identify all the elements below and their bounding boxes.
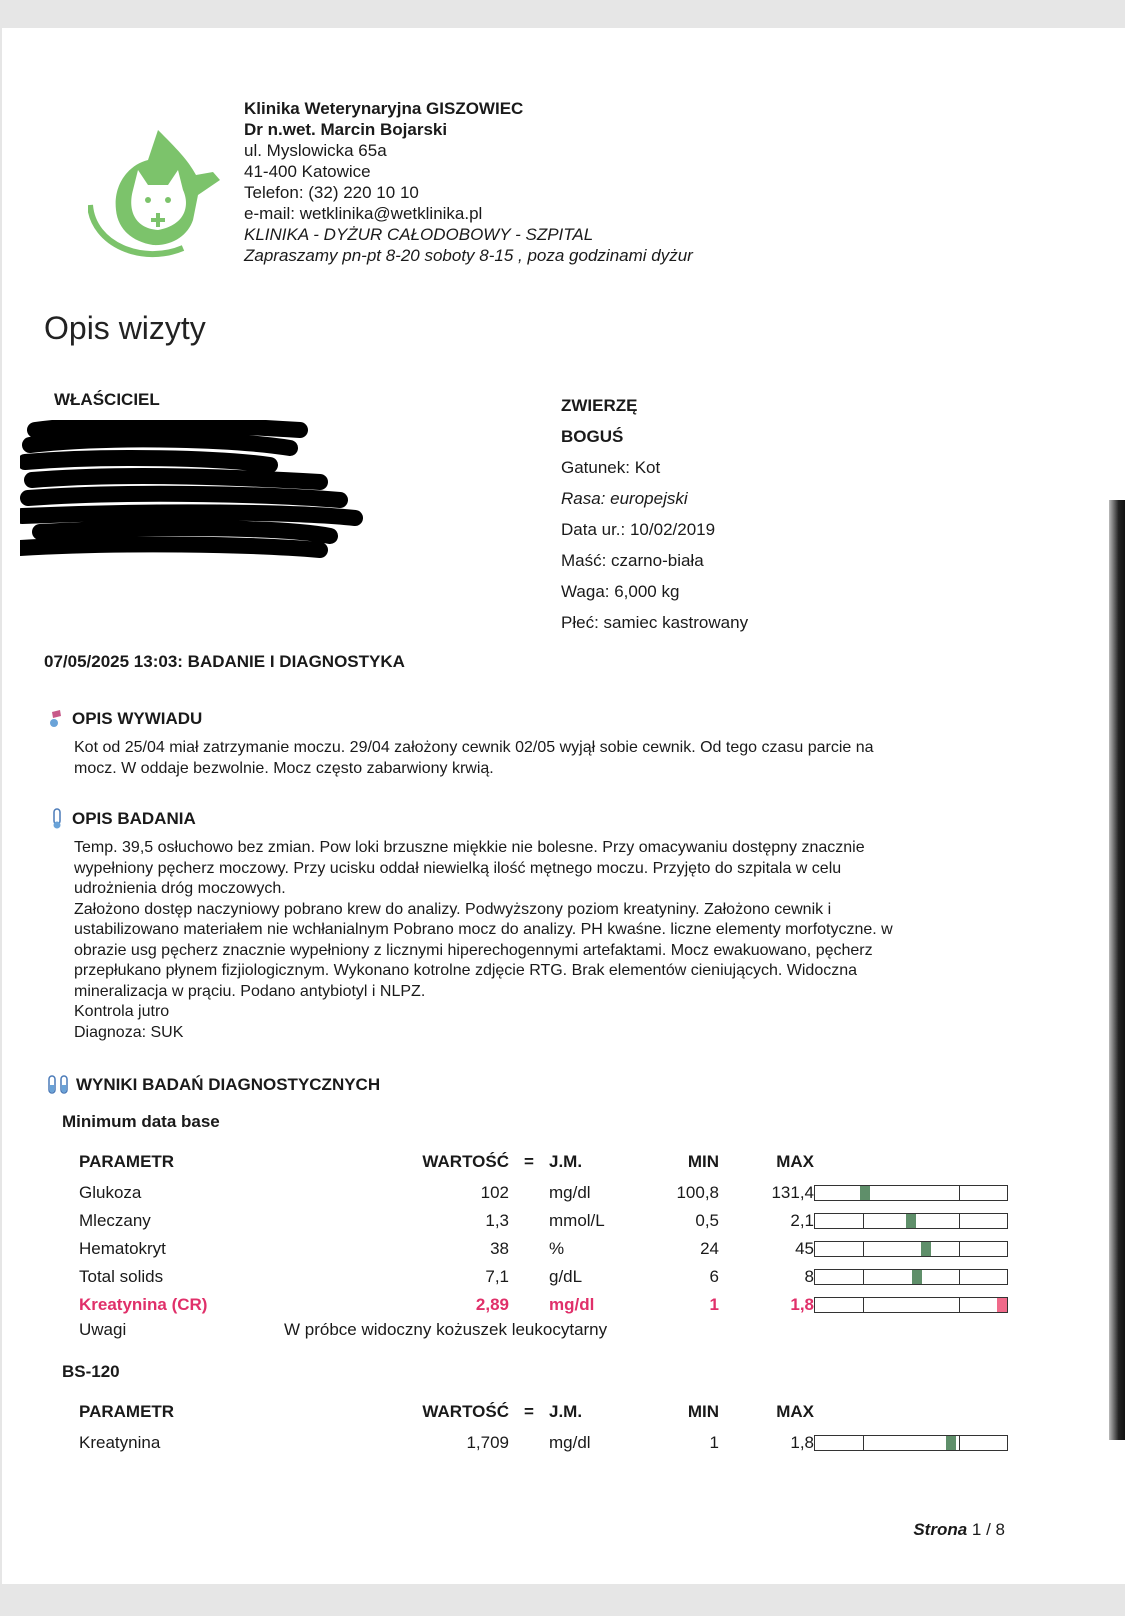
exam-line: Założono dostęp naczyniowy pobrano krew do analizy. Podwyższony poziom kreatyniny. Założono cewnik i [74,900,832,918]
clinic-city: 41-400 Katowice [244,162,371,181]
cell-eq [509,1429,549,1457]
animal-color: Maść: czarno-biała [561,551,704,570]
cell-min: 1 [709,1295,719,1314]
cell-eq [509,1263,549,1291]
cell-eq [509,1235,549,1263]
exam-line: obrazie usg pęcherz znacznie wypełniony z licznymi hiperechogennymi artefaktami. Mocz ewakuowano, pęcherz [74,941,873,959]
exam-line: wypełniony pęcherz moczowy. Przy ucisku oddał niewielką ilość mętnego moczu. Przyjęto do szpitala w celu [74,859,842,877]
exam-heading: OPIS BADANIA [72,809,196,828]
exam-line: Diagnoza: SUK [74,1023,184,1041]
animal-breed: Rasa: europejski [561,489,688,508]
bs120-heading: BS-120 [62,1362,120,1381]
exam-line: udrożnienia dróg moczowych. [74,880,286,897]
col-gauge [814,1145,1044,1179]
cell-max: 1,8 [790,1295,814,1314]
cell-param: Glukoza [79,1183,142,1202]
cell-param: Kreatynina (CR) [79,1295,208,1314]
cell-gauge [814,1429,1044,1457]
animal-name: BOGUŚ [561,427,624,446]
exam-section-heading [46,808,196,830]
gauge-marker [860,1186,870,1200]
footer-label: Strona [913,1520,968,1539]
range-gauge [814,1241,1008,1257]
cell-min: 1 [709,1433,719,1452]
col-value: WARTOŚĆ [422,1402,509,1421]
animal-weight: Waga: 6,000 kg [561,582,680,601]
cell-gauge [814,1179,1044,1207]
col-eq: = [524,1402,534,1421]
col-eq: = [524,1152,534,1171]
col-param: PARAMETR [79,1152,175,1171]
cell-unit: mg/dl [549,1433,591,1452]
gauge-marker [997,1298,1007,1312]
interview-icon [46,708,68,730]
col-max: MAX [776,1152,814,1171]
clinic-street: ul. Myslowicka 65a [244,141,387,160]
gauge-marker [912,1270,922,1284]
col-unit: J.M. [549,1152,583,1171]
cell-max: 2,1 [790,1211,814,1230]
interview-heading: OPIS WYWIADU [72,709,203,728]
test-tubes-icon [46,1074,72,1096]
clinic-email: e-mail: wetklinika@wetklinika.pl [244,204,483,223]
result-row [79,1263,1044,1291]
thermometer-icon [46,808,68,830]
interview-line: Kot od 25/04 miał zatrzymanie moczu. 29/04 założony cewnik 02/05 wyjął sobie cewnik. Od tego czasu parcie na [74,739,874,756]
result-row [79,1291,1044,1319]
exam-line: Temp. 39,5 osłuchowo bez zmian. Pow loki brzuszne miękkie nie bolesne. Przy omacywaniu dostępny znacznie [74,839,865,856]
cell-min: 6 [709,1267,719,1286]
exam-line: Kontrola jutro [74,1003,170,1020]
clinic-doctor: Dr n.wet. Marcin Bojarski [244,120,448,139]
cell-gauge [814,1207,1044,1235]
exam-line: mineralizacja w prąciu. Podano antybiotyl i NLPZ. [74,982,426,1000]
mdb-results-table [79,1145,1044,1319]
animal-birth: Data ur.: 10/02/2019 [561,520,716,539]
cell-min: 24 [700,1239,719,1258]
result-row [79,1207,1044,1235]
table-header-row [79,1145,1044,1179]
interview-text [74,738,1034,779]
exam-line: przepłukano płynem fizjiologicznym. Wykonano kotrolne zdjęcie RTG. Brak elementów cieniujących. Widoczna [74,962,858,979]
cell-unit: mmol/L [549,1211,605,1230]
cell-param: Hematokryt [79,1239,166,1258]
cell-unit: g/dL [549,1267,583,1286]
exam-text [74,838,1034,1043]
col-min: MIN [687,1402,719,1421]
result-row [79,1235,1044,1263]
col-value: WARTOŚĆ [422,1152,509,1171]
results-heading: WYNIKI BADAŃ DIAGNOSTYCZNYCH [76,1075,381,1094]
cell-max: 45 [795,1239,814,1258]
table-header-row [79,1395,1044,1429]
cell-value: 102 [480,1183,509,1202]
animal-species: Gatunek: Kot [561,458,661,477]
bs120-results-table [79,1395,1044,1457]
cell-value: 2,89 [475,1295,509,1314]
interview-line: mocz. W oddaje bezwolnie. Mocz często zabarwiony krwią. [74,759,494,777]
visit-header: 07/05/2025 13:03: BADANIE I DIAGNOSTYKA [44,652,405,671]
cell-min: 100,8 [676,1183,719,1202]
cell-max: 1,8 [790,1433,814,1452]
page-footer [913,1520,1005,1540]
cell-gauge [814,1235,1044,1263]
page-title: Opis wizyty [44,310,206,346]
mdb-heading: Minimum data base [62,1112,220,1131]
cell-max: 8 [804,1267,814,1286]
animal-heading: ZWIERZĘ [561,396,638,415]
clinic-name: Klinika Weterynaryjna GISZOWIEC [244,99,524,118]
cell-eq [509,1291,549,1319]
cell-param: Mleczany [79,1211,151,1230]
cell-gauge [814,1263,1044,1291]
notes-label: Uwagi [79,1320,127,1339]
interview-section-heading [46,708,202,730]
cell-value: 1,709 [466,1433,509,1452]
cell-max: 131,4 [771,1183,814,1202]
col-unit: J.M. [549,1402,583,1421]
cell-min: 0,5 [695,1211,719,1230]
footer-page: 1 [971,1520,982,1539]
animal-sex: Płeć: samiec kastrowany [561,613,749,632]
gauge-marker [946,1436,956,1450]
notes-value: W próbce widoczny kożuszek leukocytarny [284,1320,608,1339]
clinic-phone: Telefon: (32) 220 10 10 [244,183,419,202]
cell-eq [509,1207,549,1235]
cell-param: Kreatynina [79,1433,161,1452]
result-row [79,1429,1044,1457]
cell-eq [509,1179,549,1207]
col-min: MIN [687,1152,719,1171]
range-gauge [814,1297,1008,1313]
gauge-marker [906,1214,916,1228]
result-row [79,1179,1044,1207]
range-gauge [814,1435,1008,1451]
range-gauge [814,1213,1008,1229]
animal-info [561,390,748,638]
cell-unit: mg/dl [549,1183,591,1202]
cell-unit: % [549,1239,565,1258]
col-param: PARAMETR [79,1402,175,1421]
clinic-logo [88,130,228,265]
redaction-scribble [20,420,370,560]
range-gauge [814,1185,1008,1201]
range-gauge [814,1269,1008,1285]
results-section-heading [46,1074,380,1096]
scan-edge-shadow [1109,500,1125,1440]
col-max: MAX [776,1402,814,1421]
cell-param: Total solids [79,1267,164,1286]
cell-value: 1,3 [485,1211,509,1230]
col-gauge [814,1395,1044,1429]
owner-heading: WŁAŚCICIEL [54,390,160,409]
clinic-hours: Zapraszamy pn-pt 8-20 soboty 8-15 , poza godzinami dyżur [244,246,693,265]
cell-value: 7,1 [485,1267,509,1286]
cell-gauge [814,1291,1044,1319]
gauge-marker [921,1242,931,1256]
clinic-tagline: KLINIKA - DYŻUR CAŁODOBOWY - SZPITAL [244,225,594,244]
clinic-header [244,98,693,266]
footer-total: / 8 [981,1520,1005,1539]
cell-unit: mg/dl [549,1295,595,1314]
exam-line: ustabilizowano materiałem nie wchłanialnym Pobrano mocz do analizy. PH kwaśne. liczne elementy morfotyczne. w [74,921,893,938]
cell-value: 38 [490,1239,509,1258]
